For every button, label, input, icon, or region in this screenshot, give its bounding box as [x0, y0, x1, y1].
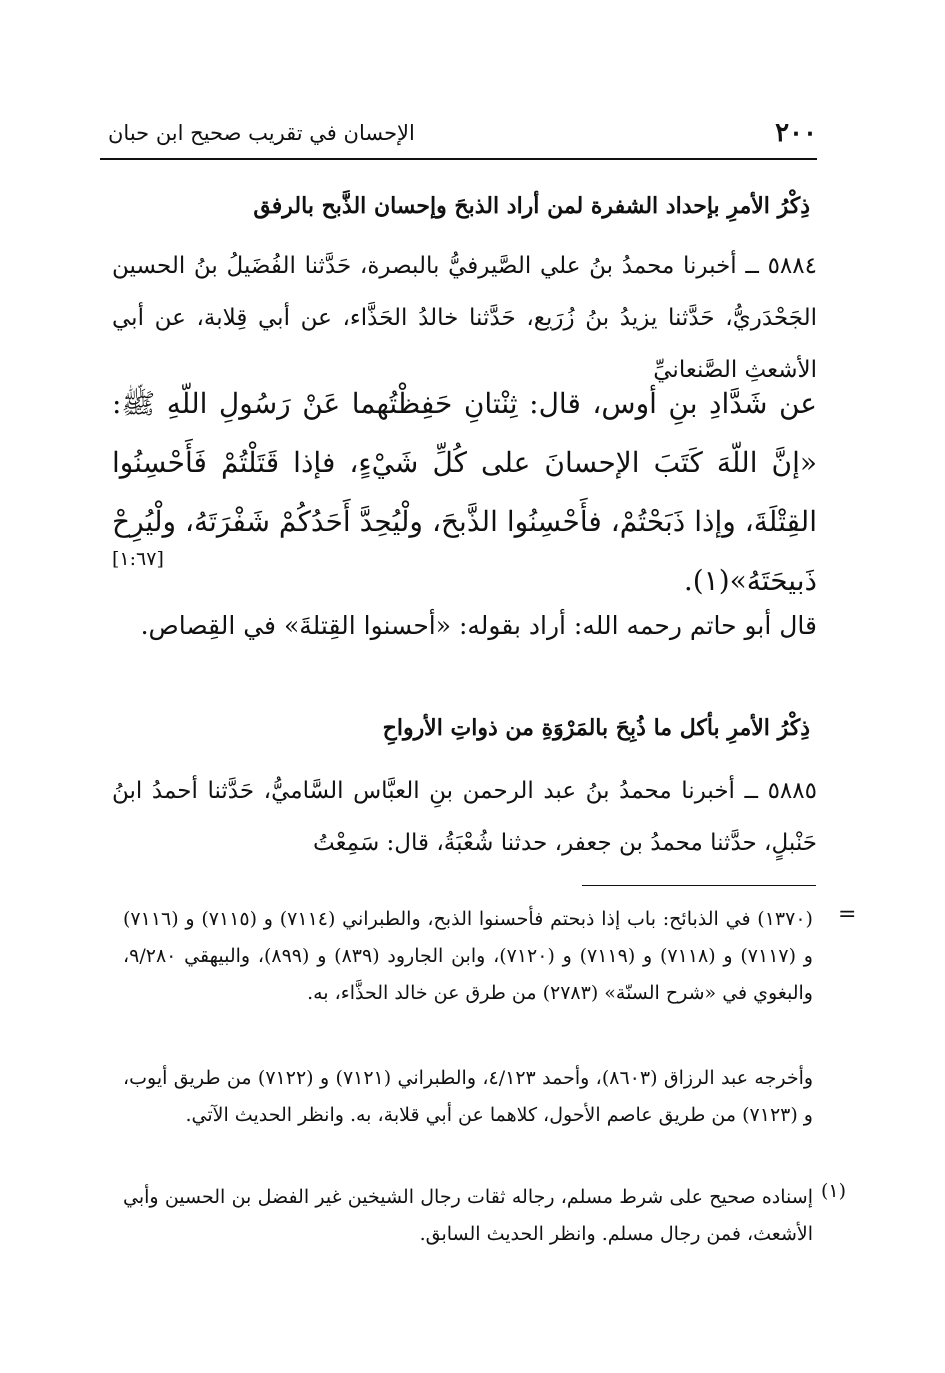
footnote-continuation: (١٣٧٠) في الذبائح: باب إذا ذبحتم فأحسنوا الذبح، والطبراني (٧١١٤) و (٧١١٥) و (٧١١٦) و (٧١١٧) و (٧١١٨) و (٧١١٩) و (٧١٢٠)، وابن الجارود (٨٣٩) و (٨٩٩)، والبيهقي ٩/٢٨٠، والبغوي في «شرح السنّة» (٢٧٨٣) من طرق عن خالد الحذَّاء، به.	[123, 908, 813, 1004]
footnote-rule	[582, 885, 816, 886]
running-header-title: الإحسان في تقريب صحيح ابن حبان	[108, 121, 415, 145]
hadith-isnad: ٥٨٨٤ ــ أخبرنا محمدُ بنُ علي الصَّيرفيُّ بالبصرة، حَدَّثنا الفُضَيلُ بنُ الحسين الجَحْدَريُّ، حَدَّثنا يزيدُ بنُ زُرَيع، حَدَّثنا خالدُ الحَذَّاء، عن أبي قِلابة، عن أبي الأشعثِ الصَّنعانيِّ	[112, 253, 817, 383]
abu-hatim-comment: قال أبو حاتم رحمه الله: أراد بقوله: «أحسنوا القِتلةَ» في القِصاص.	[140, 611, 817, 640]
section-heading: ذِكْرُ الأمرِ بإحداد الشفرة لمن أراد الذبحَ وإحسان الذَّبح بالرفق	[253, 193, 810, 219]
continuation-mark: =	[838, 902, 857, 927]
page-number: ٢٠٠	[775, 118, 817, 148]
hadith-reference: [١:٦٧]	[112, 548, 164, 570]
hadith-text: عن شَدَّادِ بنِ أوس، قال: ثِنْتانِ حَفِظْتُهما عَنْ رَسُولِ اللّهِ ﷺ: «إنَّ اللّهَ كَتَبَ الإحسانَ على كُلِّ شَيْءٍ، فإذا قَتَلْتُمْ فَأَحْسِنُوا القِتْلَةَ، وإذا ذَبَحْتُمْ، فأَحْسِنُوا الذَّبحَ، ولْيُحِدَّ أَحَدُكُمْ شَفْرَتَهُ، ولْيُرِحْ ذَبيحَتَهُ»(١).	[112, 387, 817, 597]
hadith-isnad: ٥٨٨٥ ــ أخبرنا محمدُ بنُ عبد الرحمن بنِ العبَّاس السَّاميُّ، حَدَّثنا أحمدُ ابنُ حَنْبلٍ، حدَّثنا محمدُ بن جعفر، حدثنا شُعْبَةُ، قال: سَمِعْتُ	[112, 778, 817, 856]
footnote-1: إسناده صحيح على شرط مسلم، رجاله ثقات رجال الشيخين غير الفضل بن الحسين وأبي الأشعث، فمن رجال مسلم. وانظر الحديث السابق.	[123, 1186, 813, 1245]
footnote-number: (١)	[820, 1180, 846, 1202]
header-rule	[100, 158, 817, 160]
section-heading: ذِكْرُ الأمرِ بأكل ما ذُبِحَ بالمَرْوَةِ من ذواتِ الأرواحِ	[382, 715, 810, 741]
footnote-paragraph: وأخرجه عبد الرزاق (٨٦٠٣)، وأحمد ٤/١٢٣، والطبراني (٧١٢١) و (٧١٢٢) من طريق أيوب، و (٧١٢٣) من طريق عاصم الأحول، كلاهما عن أبي قلابة، به. وانظر الحديث الآتي.	[123, 1067, 814, 1126]
